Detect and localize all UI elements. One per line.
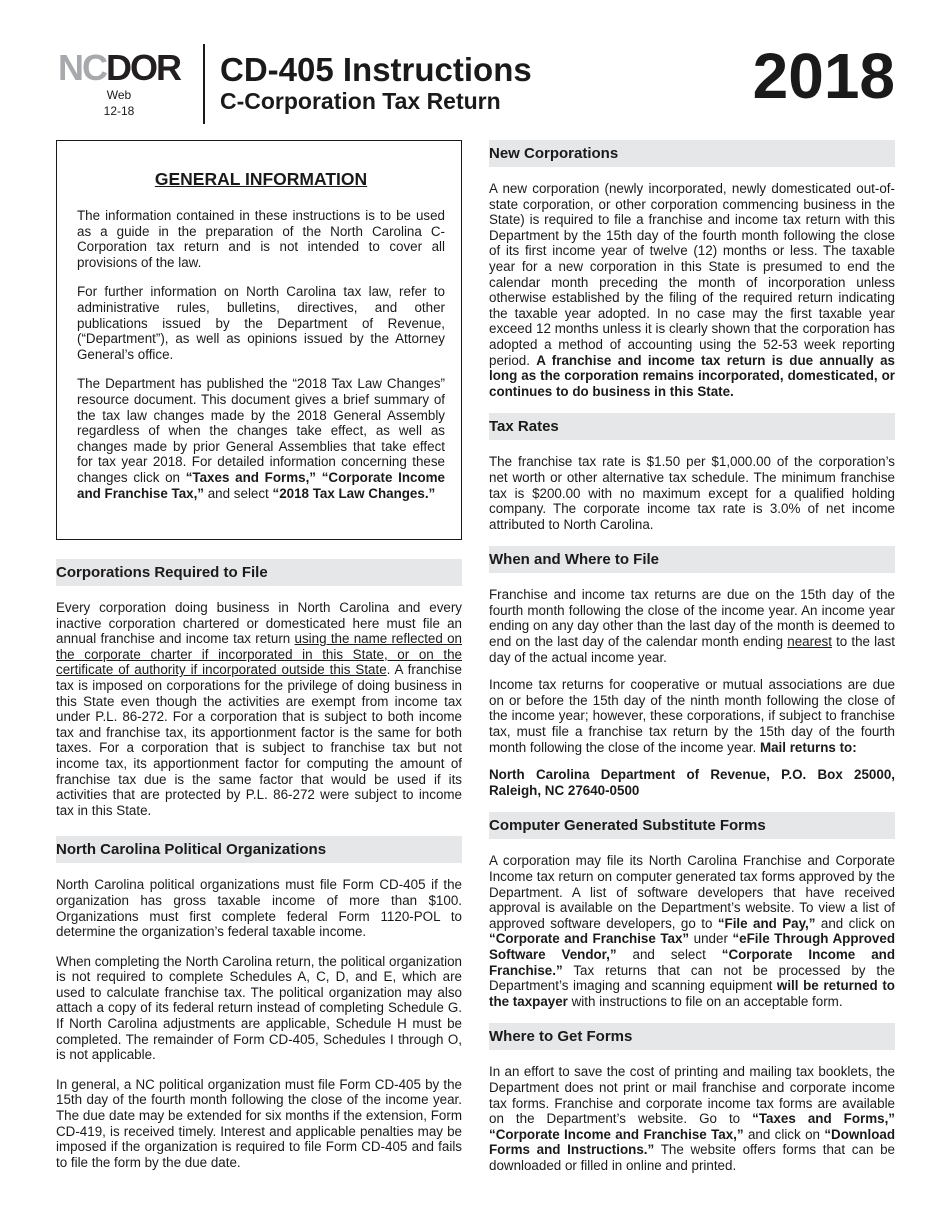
computer-forms-paragraph: [489, 853, 895, 1009]
get-forms-paragraph: [489, 1064, 895, 1173]
section-heading-get-forms: Where to Get Forms: [489, 1023, 895, 1050]
general-info-paragraph-1: The information contained in these instructions is to be used as a guide in the preparation of the North Carolina C-Corporation tax return and is not intended to cover all provisions of the law.: [77, 208, 445, 270]
header-divider: [203, 44, 205, 124]
corporations-paragraph: [56, 600, 462, 818]
text-run: Income tax returns for cooperative or mutual associations are due on or before the 15th day of the ninth month following the close of the income year; however, these corporations, if subject to franchise tax, must file a franchise tax return by the 15th day of the fourth month following the close of the income year.: [489, 677, 895, 755]
section-heading-corporations: Corporations Required to File: [56, 559, 462, 586]
section-heading-computer-forms: Computer Generated Substitute Forms: [489, 812, 895, 839]
text-run: Franchise and income tax returns are due on the 15th day of the fourth month following the close of the income year. An income year ending on any day other than the last day of the month is deemed to end on the last day of the calendar month ending: [489, 587, 895, 650]
section-heading-tax-rates: Tax Rates: [489, 413, 895, 440]
page-title: CD-405 Instructions: [220, 51, 532, 88]
ncdor-logo: [55, 47, 183, 118]
tax-rates-paragraph: The franchise tax rate is $1.50 per $1,000.00 of the corporation’s net worth or other alternative tax schedule. The minimum franchise tax is $200.00 with no maximum except for a qualified holding company. The corporate income tax rate is 3.0% of net income attributed to North Carolina.: [489, 454, 895, 532]
general-info-paragraph-2: For further information on North Carolina tax law, refer to administrative rules, bulletins, directives, and other publications issued by the Department of Revenue, (“Department”), as well as opinions issued by the Attorney General’s office.: [77, 284, 445, 362]
text-run: A corporation may file its North Carolina Franchise and Corporate Income tax return on computer generated tax forms approved by the Department. A list of software developers that have received approval is available on the Department’s website. To view a list of approved software developers, go to: [489, 853, 895, 931]
text-run-bold: “Corporate Income and Franchise.”: [489, 946, 896, 978]
text-run: and select: [616, 946, 722, 962]
text-run-underline: nearest: [787, 634, 832, 650]
text-run: The website offers forms that can be downloaded or filled in online and printed.: [489, 1142, 896, 1173]
general-information-title: GENERAL INFORMATION: [154, 169, 368, 189]
political-paragraph-3: In general, a NC political organization must file Form CD-405 by the 15th day of the fourth month following the close of the income year. The due date may be extended for six months if the extension, Form CD-419, is received timely. Interest and applicable penalties may be imposed if the organization is required to file Form CD-405 and fails to file the form by the due date.: [56, 1076, 462, 1170]
text-run: In an effort to save the cost of printing and mailing tax booklets, the Department does not print or mail franchise and corporate income tax forms. Franchise and corporate income tax forms are available on the Department’s website. Go to: [489, 1064, 895, 1127]
logo-nc: NC: [58, 47, 106, 88]
text-run: Tax returns that can not be processed by the Department’s imaging and scanning equipment: [489, 962, 895, 994]
text-run: . A franchise tax is imposed on corporations for the privilege of doing business in this State even though the activities are exempt from income tax under P.L. 86-272. For a corporation that is subject to both income tax and franchise tax, its apportionment factor is the same for both taxes. For a corporation that is subject to franchise tax but not income tax, its apportionment factor for computing the amount of franchise tax due is the same factor that would be used if its activities that are protected by P.L. 86-272 were subject to income tax in this State.: [56, 662, 462, 818]
text-run-bold: “Taxes and Forms,” “Corporate Income and Franchise Tax,”: [77, 469, 446, 501]
logo-wordmark: [55, 47, 183, 88]
text-run-bold: will be returned to the taxpayer: [489, 978, 895, 1009]
political-paragraph-1: North Carolina political organizations must file Form CD-405 if the organization has gross taxable income of more than $100. Organizations must first complete federal Form 1120-POL to determine the organization’s federal taxable income.: [56, 877, 462, 940]
tax-year: 2018: [752, 40, 895, 112]
title-block: [220, 52, 532, 114]
new-corporations-paragraph: [489, 181, 895, 399]
when-where-paragraph-1: [489, 587, 895, 665]
text-run-bold: A franchise and income tax return is due annually as long as the corporation remains incorporated, domesticated, or continues to do business in this State.: [489, 352, 895, 399]
page-subtitle: C-Corporation Tax Return: [220, 88, 501, 114]
text-run-bold: “Download Forms and Instructions.”: [489, 1126, 895, 1158]
general-information-box: [56, 140, 462, 540]
text-run: with instructions to file on an acceptable form.: [567, 993, 843, 1009]
text-run-bold: “eFile Through Approved Software Vendor,”: [489, 931, 895, 962]
text-run-bold: “Corporate and Franchise Tax”: [489, 931, 690, 947]
text-run: and click on: [743, 1126, 825, 1142]
mailing-address: [489, 767, 895, 798]
text-run-bold: “2018 Tax Law Changes.”: [272, 485, 436, 501]
left-column: [56, 140, 462, 1170]
logo-web-label: Web: [106, 88, 132, 102]
general-info-paragraph-3: [77, 376, 445, 501]
text-run: and click on: [815, 915, 896, 931]
text-run: Every corporation doing business in North Carolina and every inactive corporation chartered or domesticated here must file an annual franchise and income tax return: [56, 600, 462, 647]
section-heading-political: North Carolina Political Organizations: [56, 836, 462, 863]
logo-revision-date: 12-18: [103, 104, 135, 118]
mailing-address-text: North Carolina Department of Revenue, P.O. Box 25000, Raleigh, NC 27640-0500: [489, 767, 895, 798]
text-run-bold: “Taxes and Forms,” “Corporate Income and Franchise Tax,”: [489, 1111, 896, 1142]
text-run-bold: Mail returns to:: [759, 739, 857, 755]
when-where-paragraph-2: [489, 677, 895, 755]
text-run-bold: “File and Pay,”: [717, 915, 816, 931]
section-heading-when-where: When and Where to File: [489, 546, 895, 573]
text-run: to the last day of the actual income year.: [489, 634, 895, 665]
text-run-underline: using the name reflected on the corporate charter if incorporated in this State, or on the certificate of authority if incorporated outside this State: [56, 631, 462, 678]
text-run: The Department has published the “2018 Tax Law Changes” resource document. This document gives a brief summary of the tax law changes made by the 2018 General Assembly regardless of when the changes take effect, as well as changes made by prior General Assemblies that take effect for tax year 2018. For detailed information concerning these changes click on: [77, 376, 445, 485]
text-run: A new corporation (newly incorporated, newly domesticated out-of-state corporation, or other corporation commencing business in the State) is required to file a franchise and income tax return with this Department by the 15th day of the fourth month following the close of its first income year of twelve (12) months or less. The taxable year for a new corporation in this State is presumed to end the calendar month preceding the month of incorporation unless otherwise established by the filing of the required return indicating the taxable year adopted. In no case may the first taxable year exceed 12 months unless it is clearly shown that the corporation has adopted a method of accounting using the 52-53 week reporting period.: [489, 181, 895, 368]
section-heading-new-corporations: New Corporations: [489, 140, 895, 167]
right-column: [489, 140, 895, 1174]
political-paragraph-2: When completing the North Carolina return, the political organization is not required to complete Schedules A, C, D, and E, which are used to calculate franchise tax. The political organization may also attach a copy of its federal return instead of completing Schedule G. If North Carolina adjustments are applicable, Schedule H must be completed. The remainder of Form CD-405, Schedules I through O, is not applicable.: [56, 953, 462, 1063]
logo-dor: DOR: [106, 47, 180, 88]
text-run: and select: [204, 485, 273, 501]
text-run: under: [689, 931, 733, 947]
